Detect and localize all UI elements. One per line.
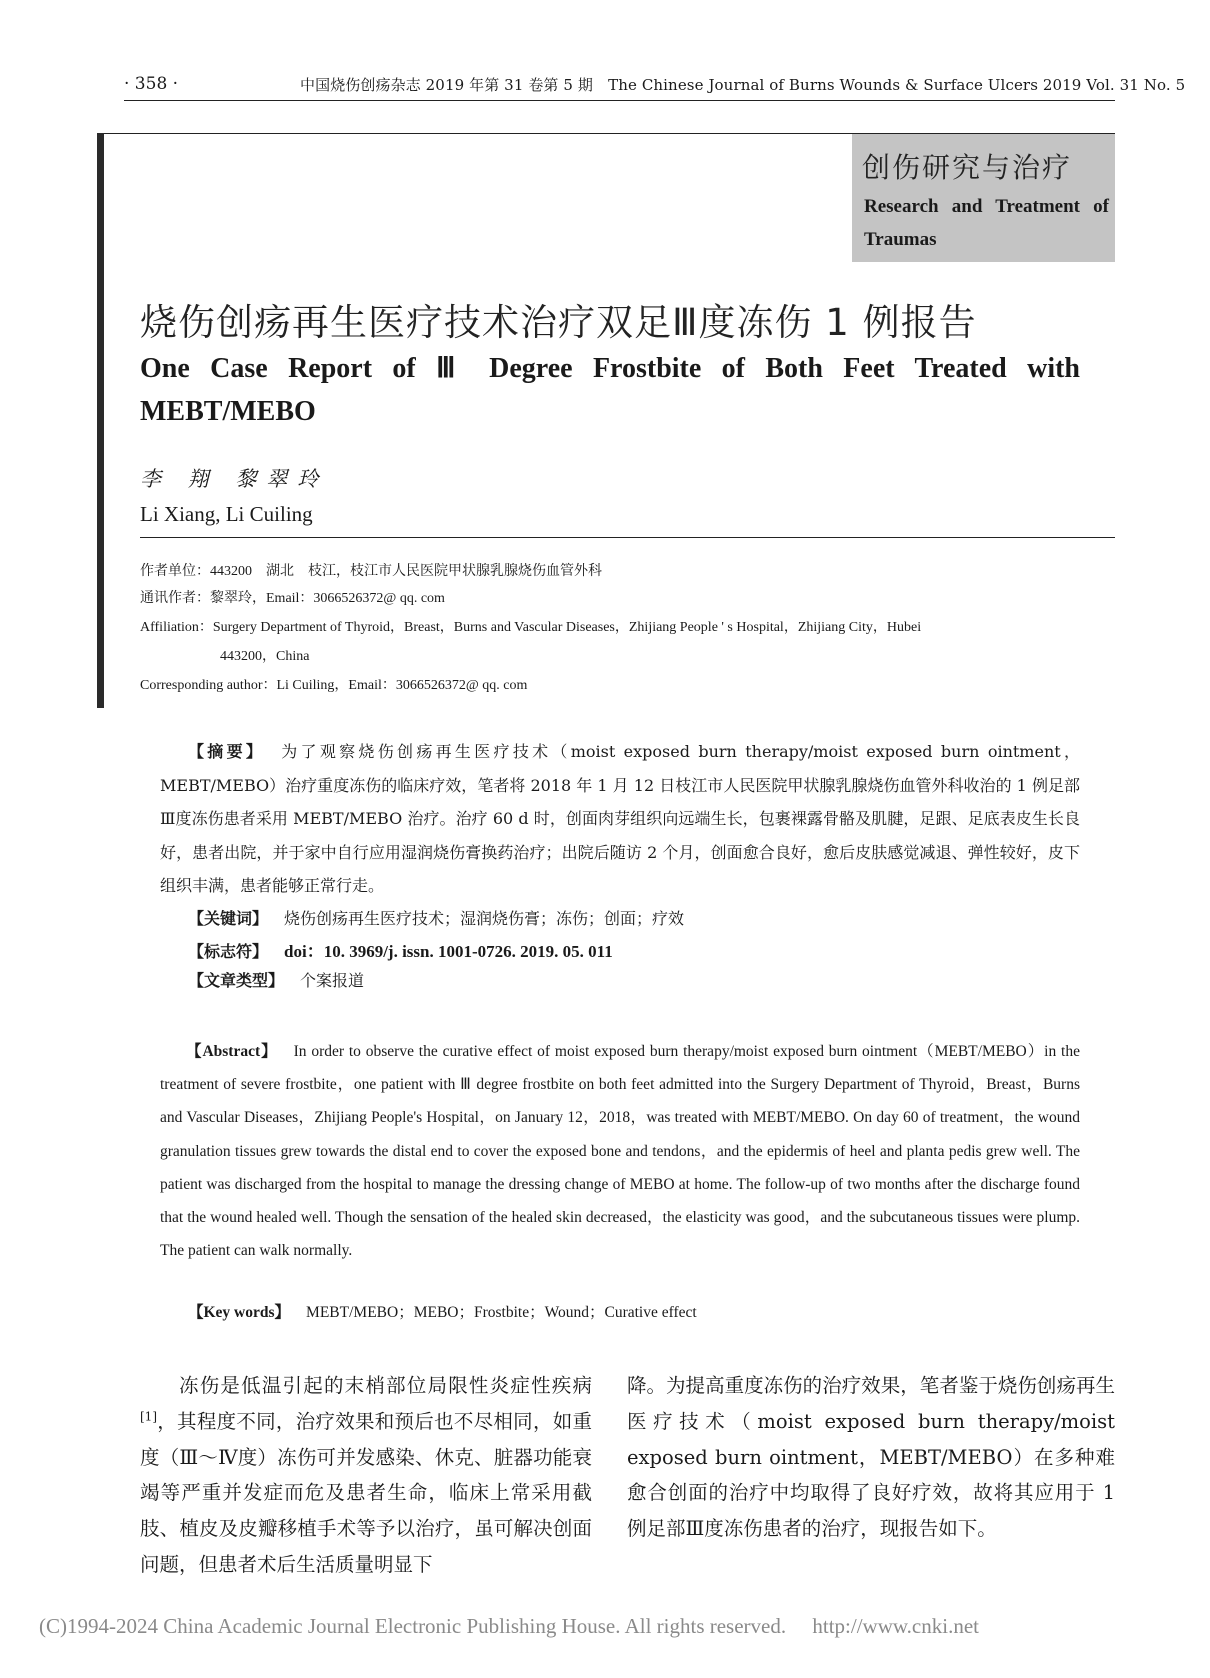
keywords-zh-label: 【关键词】: [188, 909, 269, 928]
corresponding-author-zh: 通讯作者：黎翠玲，Email：3066526372@ qq. com: [140, 591, 445, 606]
body-left-text-b: ，其程度不同，治疗效果和预后也不尽相同，如重度（Ⅲ～Ⅳ度）冻伤可并发感染、休克、脏器功能衰竭等严重并发症而危及患者生命，临床上常采用截肢、植皮及皮瓣移植手术等予以治疗，虽可解决创面问题，但患者术后生活质量明显下: [140, 1409, 592, 1576]
keywords-en-text: MEBT/MEBO；MEBO；Frostbite；Wound；Curative effect: [306, 1304, 697, 1321]
abstract-en-text: In order to observe the curative effect of moist exposed burn therapy/moist exposed burn ointment（MEBT/MEBO）in the treatment of severe frostbite，one patient with Ⅲ degree frostbite on both feet admitted into the Surgery Department of Thyroid，Breast，Burns and Vascular Diseases，Zhijiang People's Hospital，on January 12，2018，was treated with MEBT/MEBO. On day 60 of treatment，the wound granulation tissues grew towards the distal end to cover the exposed bone and tendons，and the epidermis of heel and planta pedis grew well. The patient was discharged from the hospital to manage the dressing change of MEBO at home. The follow-up of two months after the discharge found that the wound healed well. Though the sensation of the healed skin decreased，the elasticity was good，and the subcutaneous tissues were plump. The patient can walk normally.: [160, 1043, 1080, 1260]
doi-label: 【标志符】: [188, 942, 269, 961]
affiliation-zh: 作者单位：443200 湖北 枝江，枝江市人民医院甲状腺乳腺烧伤血管外科: [140, 564, 602, 579]
article-type: [188, 968, 364, 991]
keywords-en-label: 【Key words】: [188, 1304, 291, 1321]
abstract-en-label: 【Abstract】: [186, 1043, 278, 1060]
body-column-right: 降。为提高重度冻伤的治疗效果，笔者鉴于烧伤创疡再生医疗技术（moist exposed burn therapy/moist exposed burn ointment，MEBT/MEBO）在多种难愈合创面的治疗中均取得了良好疗效，故将其应用于 1 例足部Ⅲ度冻伤患者的治疗，现报告如下。: [627, 1374, 1115, 1541]
author-rule: [140, 537, 1115, 538]
copyright-footer: (C)1994-2024 China Academic Journal Electronic Publishing House. All rights reserved. http://www.cnki.net: [39, 1614, 979, 1638]
title-en: One Case Report of Ⅲ Degree Frostbite of Both Feet Treated with MEBT/MEBO: [140, 353, 1080, 427]
title-zh: 烧伤创疡再生医疗技术治疗双足Ⅲ度冻伤 1 例报告: [140, 301, 977, 344]
affiliation-en: Affiliation：Surgery Department of Thyroid，Breast，Burns and Vascular Diseases，Zhijiang People ' s Hospital，Zhijiang City，Hubei: [140, 620, 922, 635]
body-left-text-a: 冻伤是低温引起的末梢部位局限性炎症性疾病: [179, 1374, 592, 1397]
corresponding-author-en: Corresponding author：Li Cuiling，Email：3066526372@ qq. com: [140, 678, 528, 693]
keywords-en: [188, 1300, 697, 1322]
keywords-zh: [188, 906, 684, 929]
abstract-en: [160, 1035, 1080, 1267]
authors-zh: 李 翔 黎翠玲: [140, 467, 329, 491]
citation-ref[interactable]: [1]: [140, 1409, 157, 1424]
abstract-zh: [160, 735, 1080, 903]
doi: [188, 937, 613, 962]
page-number: · 358 ·: [124, 74, 179, 94]
abstract-zh-label: 【摘要】: [188, 742, 266, 761]
affiliation-en-continued: 443200，China: [220, 649, 310, 664]
section-label-zh: 创伤研究与治疗: [862, 151, 1073, 184]
body-column-left: [140, 1368, 592, 1583]
keywords-zh-text: 烧伤创疡再生医疗技术；湿润烧伤膏；冻伤；创面；疗效: [284, 909, 685, 928]
abstract-zh-text: 为了观察烧伤创疡再生医疗技术（moist exposed burn therapy/moist exposed burn ointment，MEBT/MEBO）治疗重度冻伤的临床疗效，笔者将 2018 年 1 月 12 日枝江市人民医院甲状腺乳腺烧伤血管外科收治的 1 例足部Ⅲ度冻伤患者采用 MEBT/MEBO 治疗。治疗 60 d 时，创面肉芽组织向远端生长，包裹裸露骨骼及肌腱，足跟、足底表皮生长良好，患者出院，并于家中自行应用湿润烧伤膏换药治疗；出院后随访 2 个月，创面愈合良好，愈后皮肤感觉减退、弹性较好，皮下组织丰满，患者能够正常行走。: [160, 742, 1080, 895]
authors-en: Li Xiang, Li Cuiling: [140, 502, 313, 526]
doi-value: doi：10. 3969/j. issn. 1001-0726. 2019. 05. 011: [284, 942, 613, 961]
article-type-label: 【文章类型】: [188, 971, 285, 990]
left-accent-bar: [97, 133, 104, 708]
running-head: 中国烧伤创疡杂志 2019 年第 31 卷第 5 期 The Chinese Journal of Burns Wounds & Surface Ulcers 2019 Vol. 31 No. 5: [300, 76, 1186, 94]
article-type-value: 个案报道: [300, 971, 365, 990]
header-rule: [124, 100, 1115, 101]
section-label-en: Research and Treatment of Traumas: [864, 196, 1109, 250]
